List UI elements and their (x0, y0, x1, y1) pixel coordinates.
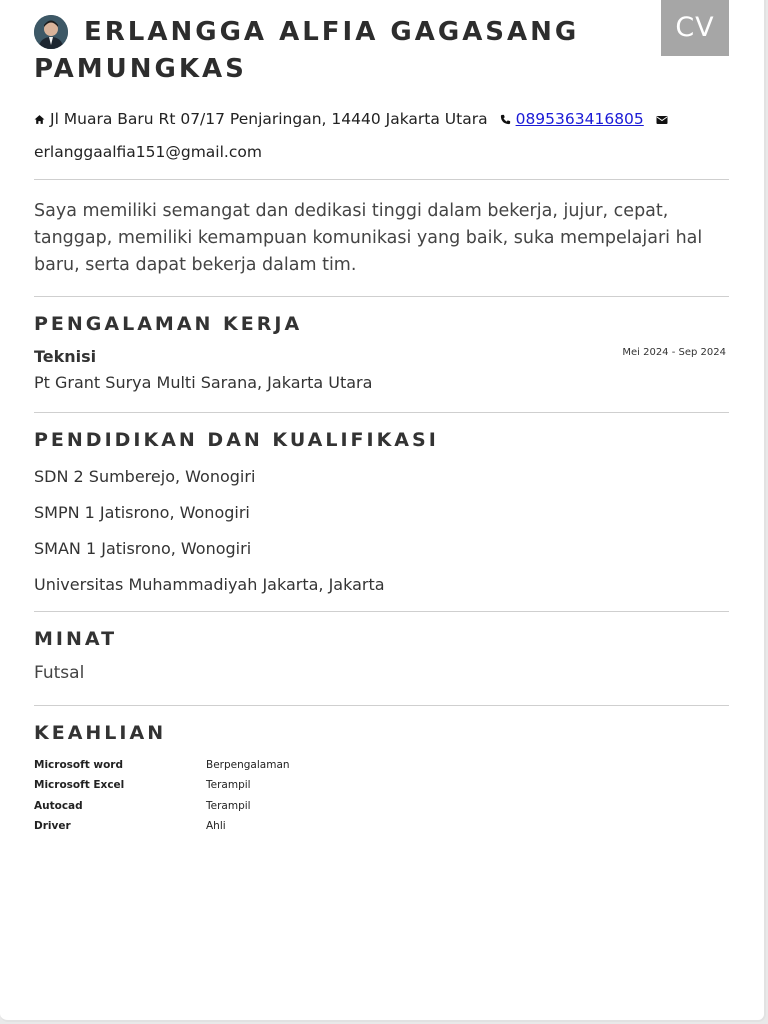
education-item: SMPN 1 Jatisrono, Wonogiri (34, 503, 250, 522)
skill-level: Ahli (206, 820, 226, 833)
address-text: Jl Muara Baru Rt 07/17 Penjaringan, 14440 Jakarta Utara (50, 110, 488, 128)
skills-table (34, 755, 290, 836)
skill-name: Autocad (34, 799, 83, 812)
experience-heading: PENGALAMAN KERJA (34, 313, 303, 335)
skill-row (34, 755, 290, 775)
skill-level: Terampil (206, 799, 251, 812)
contact-info (34, 103, 734, 168)
job-period: Mei 2024 - Sep 2024 (622, 347, 726, 358)
phone-link[interactable]: 0895363416805 (515, 110, 644, 128)
education-item: SMAN 1 Jatisrono, Wonogiri (34, 539, 252, 558)
skill-row (34, 816, 290, 836)
interest-item: Futsal (34, 663, 85, 683)
skill-row (34, 796, 290, 816)
skill-name: Microsoft Excel (34, 779, 125, 792)
education-list (34, 464, 385, 608)
home-icon (34, 104, 45, 136)
divider (34, 412, 729, 413)
job-company: Pt Grant Surya Multi Sarana, Jakarta Utara (34, 373, 373, 392)
phone-icon (500, 104, 511, 136)
skill-name: Microsoft word (34, 759, 123, 772)
divider (34, 179, 729, 180)
skill-row (34, 775, 290, 795)
divider (34, 705, 729, 706)
education-heading: PENDIDIKAN DAN KUALIFIKASI (34, 429, 439, 451)
cv-badge: CV (661, 0, 729, 56)
job-title: Teknisi (34, 347, 97, 366)
skills-heading: KEAHLIAN (34, 722, 167, 744)
full-name: ERLANGGA ALFIA GAGASANG PAMUNGKAS (34, 17, 580, 84)
interests-heading: MINAT (34, 628, 118, 650)
summary-text: Saya memiliki semangat dan dedikasi tinggi dalam bekerja, jujur, cepat, tanggap, memiliki kemampuan komunikasi yang baik, suka mempelajari hal baru, serta dapat bekerja dalam tim. (34, 201, 703, 275)
email-text: erlanggaalfia151@gmail.com (34, 142, 262, 161)
skill-level: Berpengalaman (206, 759, 290, 772)
divider (34, 296, 729, 297)
education-item: SDN 2 Sumberejo, Wonogiri (34, 467, 256, 486)
divider (34, 611, 729, 612)
education-item: Universitas Muhammadiyah Jakarta, Jakarta (34, 575, 385, 594)
mail-icon (656, 104, 668, 136)
skill-level: Terampil (206, 779, 251, 792)
skill-name: Driver (34, 820, 71, 833)
